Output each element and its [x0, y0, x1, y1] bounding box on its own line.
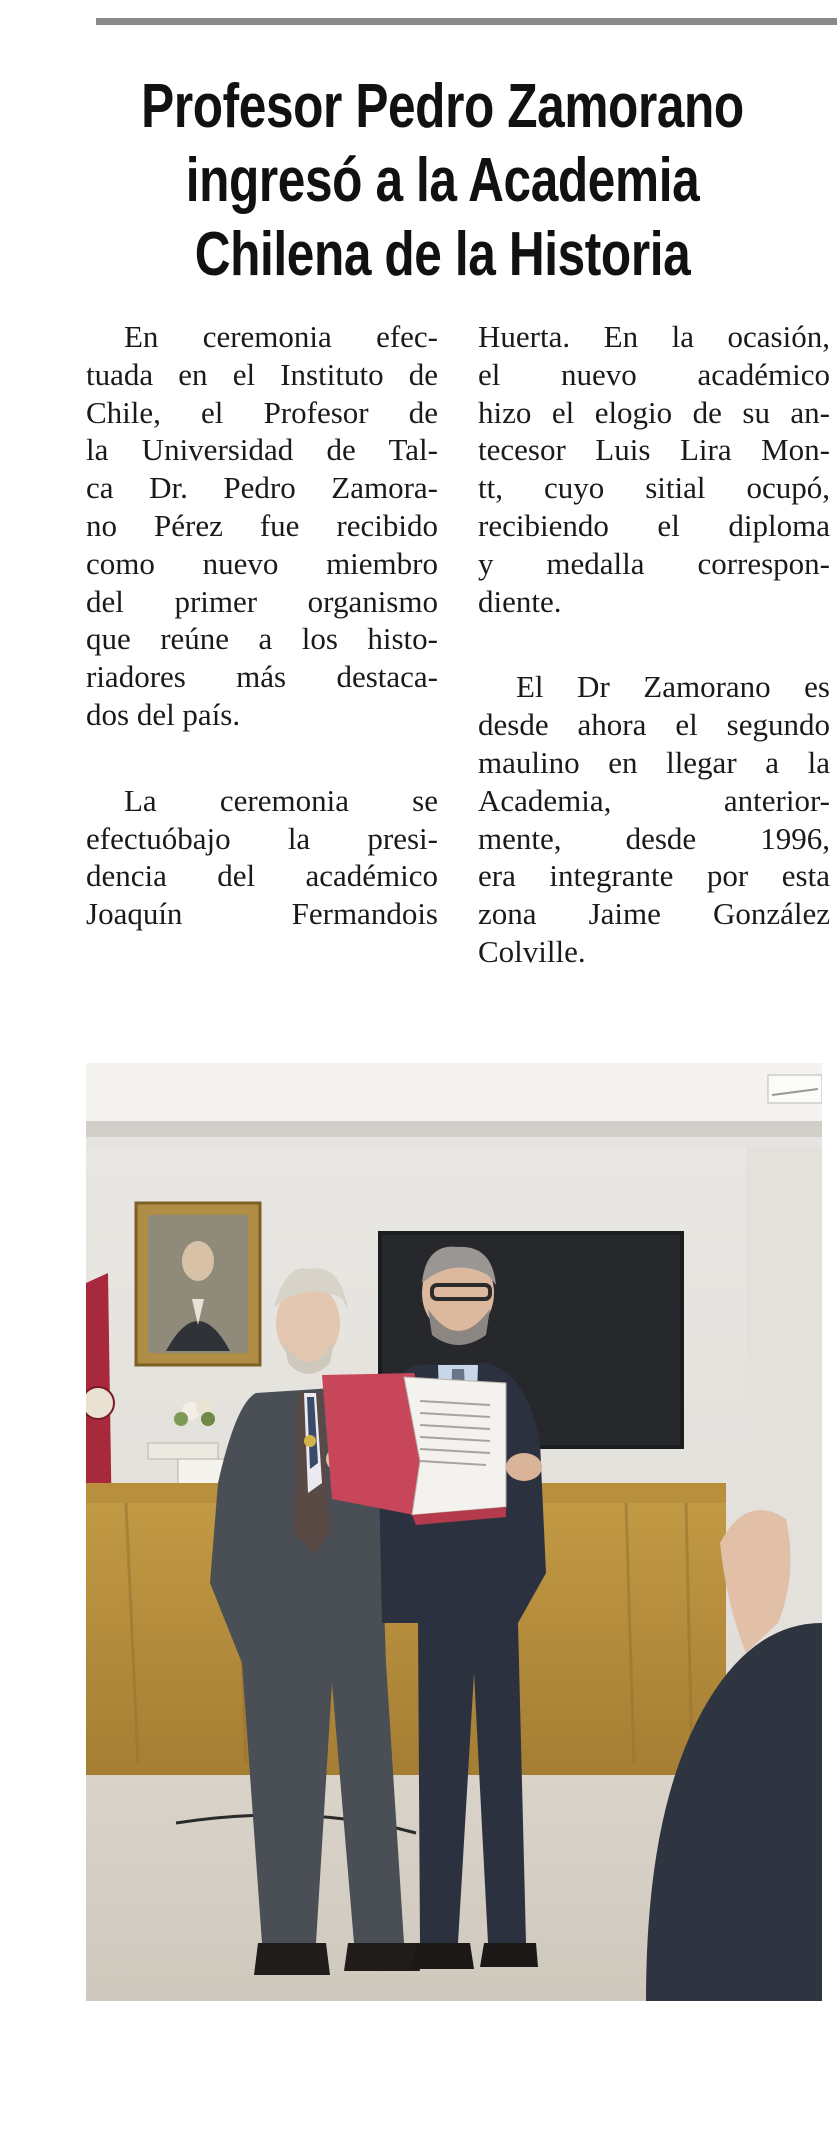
- body-line: la Universidad de Tal-: [86, 432, 438, 468]
- ceremony-photo: [86, 1063, 822, 2001]
- headline-line: ingresó a la Academia: [185, 146, 700, 215]
- body-line: riadores más destaca-: [86, 659, 438, 695]
- article-column-right: [478, 318, 830, 971]
- body-line: dencia del académico: [86, 858, 438, 894]
- body-line: maulino en llegar a la: [478, 744, 830, 780]
- body-line: del primer organismo: [86, 583, 438, 619]
- body-line: tt, cuyo sitial ocupó,: [478, 470, 830, 506]
- body-line: desde ahora el segundo: [478, 707, 830, 743]
- body-line: como nuevo miembro: [86, 545, 438, 581]
- body-line: diente.: [478, 583, 562, 619]
- body-line: que reúne a los histo-: [86, 621, 438, 657]
- body-line: Joaquín Fermandois: [86, 896, 438, 932]
- body-line: dos del país.: [86, 696, 241, 732]
- body-line: zona Jaime González: [478, 896, 830, 932]
- body-line: tuada en el Instituto de: [86, 356, 438, 392]
- body-line: el nuevo académico: [478, 356, 830, 392]
- headline-line: Chilena de la Historia: [194, 220, 691, 289]
- body-line: mente, desde 1996,: [478, 820, 830, 856]
- body-line: Chile, el Profesor de: [86, 394, 438, 430]
- body-line: era integrante por esta: [478, 858, 830, 894]
- article-column-left: [86, 318, 438, 933]
- body-line: La ceremonia se: [124, 782, 438, 818]
- body-line: hizo el elogio de su an-: [478, 394, 830, 430]
- body-line: Academia, anterior-: [478, 782, 830, 818]
- headline-line: Profesor Pedro Zamorano: [141, 72, 744, 141]
- body-line: ca Dr. Pedro Zamora-: [86, 470, 438, 506]
- body-line: Colville.: [478, 933, 586, 969]
- headline: [137, 70, 749, 292]
- body-line: En ceremonia efec-: [124, 319, 438, 354]
- body-line: Huerta. En la ocasión,: [478, 319, 830, 354]
- body-line: y medalla correspon-: [478, 545, 830, 581]
- body-line: El Dr Zamorano es: [516, 669, 830, 705]
- body-line: recibiendo el diploma: [478, 507, 830, 543]
- body-line: tecesor Luis Lira Mon-: [478, 432, 830, 468]
- body-line: no Pérez fue recibido: [86, 507, 438, 543]
- body-line: efectuóbajo la presi-: [86, 820, 438, 856]
- top-rule: [96, 18, 837, 25]
